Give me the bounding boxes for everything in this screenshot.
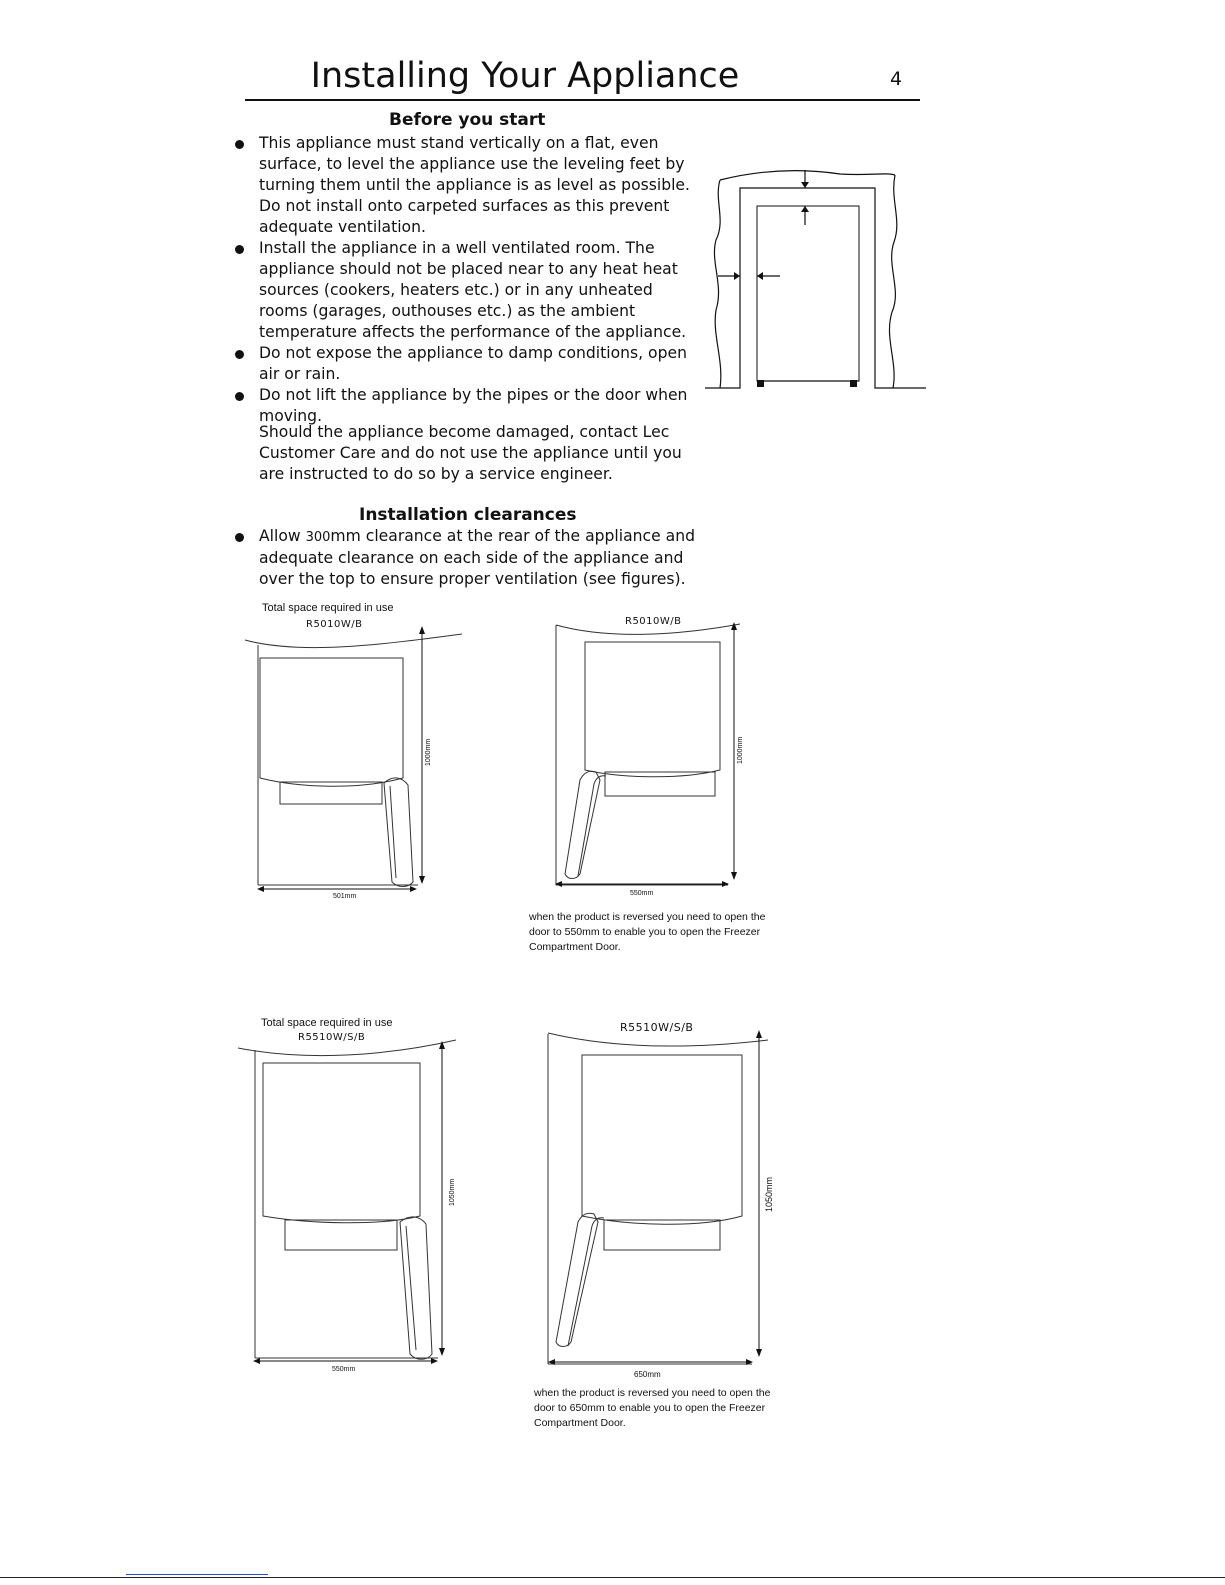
fig1-width-label: 501mm — [333, 893, 357, 900]
fig2-height-label: 1000mm — [737, 736, 744, 764]
fig3-caption: Total space required in use — [261, 1017, 393, 1029]
bullet-item: This appliance must stand vertically on a flat, even surface, to level the appliance use the leveling feet by turning them until the appliance is as level as possible. Do not install onto carpeted surfaces as this prevent adequate ventilation. — [232, 133, 702, 238]
fig1-height-label: 1000mm — [425, 738, 432, 766]
fig4-width-label: 650mm — [634, 1370, 661, 1379]
section-heading-before: Before you start — [389, 110, 546, 130]
fig4-model: R5510W/S/B — [620, 1021, 694, 1034]
page-title: Installing Your Appliance — [310, 56, 740, 96]
fig4-note: when the product is reversed you need to open the door to 650mm to enable you to open the Freezer Compartment Door. — [534, 1387, 771, 1429]
page-number: 4 — [890, 68, 903, 90]
bullet-item: Install the appliance in a well ventilated room. The appliance should not be placed near to any heat heat sources (cookers, heaters etc.) or in any unheated rooms (garages, outhouses etc.) as the ambient temperature affects the performance of the appliance. — [232, 238, 702, 343]
fig4-height-label: 1050mm — [764, 1176, 774, 1212]
fig3-width-label: 550mm — [332, 1366, 356, 1373]
footer-rule — [0, 1577, 1225, 1578]
bullet-item: Allow 300mm clearance at the rear of the appliance and adequate clearance on each side of the appliance and over the top to ensure proper ventilation (see figures). — [232, 526, 702, 590]
fig2-note: when the product is reversed you need to open the door to 550mm to enable you to open the Freezer Compartment Door. — [529, 911, 766, 953]
fig3-height-label: 1050mm — [449, 1178, 456, 1206]
footer-link-underline — [126, 1574, 268, 1575]
fig3-model: R5510W/S/B — [298, 1032, 366, 1043]
fig1-caption: Total space required in use — [262, 602, 394, 614]
fig2-width-label: 550mm — [630, 890, 654, 897]
fig1-model: R5010W/B — [306, 619, 363, 630]
damage-paragraph: Should the appliance become damaged, contact Lec Customer Care and do not use the appliance until you are instructed to do so by a service engineer. — [259, 423, 682, 483]
fig2-model: R5010W/B — [625, 616, 682, 627]
section-heading-clearances: Installation clearances — [359, 505, 577, 525]
bullet-item: Do not lift the appliance by the pipes or the door when moving. — [232, 385, 702, 427]
bullet-item: Do not expose the appliance to damp conditions, open air or rain. — [232, 343, 702, 385]
